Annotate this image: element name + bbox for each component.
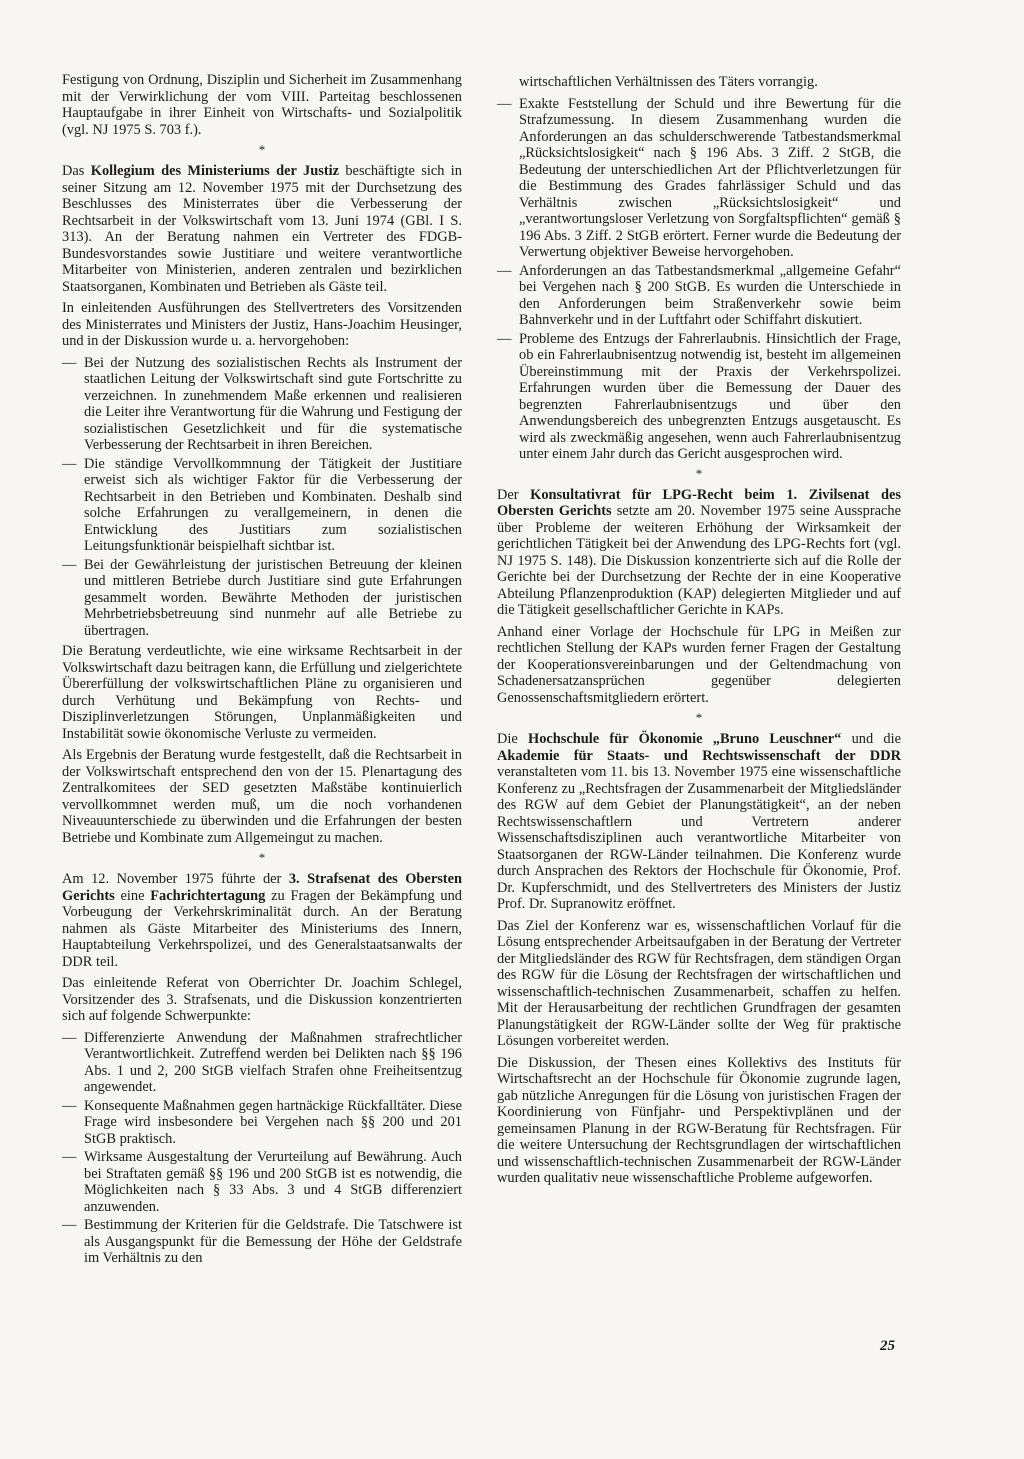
bold-heading: Kollegium des Ministeriums der Justiz <box>90 163 339 179</box>
list-item: — Konsequente Maßnahmen gegen hartnäckige Rückfalltäter. Diese Frage wird insbesondere bei Vergehen nach §§ 200 und 201 StGB praktisch. <box>62 1098 462 1148</box>
text: eine <box>114 887 151 904</box>
list-item: — Bei der Gewährleistung der juristischen Betreuung der kleinen und mittleren Betriebe durch Justitiare sind gute Erfahrungen gesammelt worden. Bewährte Methoden der juristischen Mehrbetriebsbetreuung sind nunmehr auf alle Betriebe zu übertragen. <box>62 557 462 640</box>
bold-heading: Fachrichtertagung <box>150 887 266 904</box>
left-column <box>62 72 462 1269</box>
paragraph: Festigung von Ordnung, Disziplin und Sicherheit im Zusammenhang mit der Verwirklichung der vom VIII. Parteitag beschlossenen Hauptaufgabe in ihrer Einheit von Wirtschafts- und Sozialpolitik (vgl. NJ 1975 S. 703 f.). <box>62 72 462 138</box>
list-item: — Die ständige Vervollkommnung der Tätigkeit der Justitiare erweist sich als wichtiger Faktor für die Verbesserung der Rechtsarbeit in den Betrieben und Kombinaten. Deshalb sind solche Erfahrungen zu verallgemeinern, in denen die Entwicklung des Justitiars zum sozialistischen Leitungsfunktionär beispielhaft sichtbar ist. <box>62 456 462 555</box>
paragraph-kollegium <box>62 163 462 295</box>
paragraph: In einleitenden Ausführungen des Stellvertreters des Vorsitzenden des Ministerrates und Ministers der Justiz, Hans-Joachim Heusinger, und in der Diskussion wurde u. a. hervorgehoben: <box>62 300 462 349</box>
list-item: — Wirksame Ausgestaltung der Verurteilung auf Bewährung. Auch bei Straftaten gemäß §§ 196 und 200 StGB ist es notwendig, die Möglichkeiten nach § 33 Abs. 3 und 4 StGB differenziert anzuwenden. <box>62 1149 462 1215</box>
list-item: — Differenzierte Anwendung der Maßnahmen strafrechtlicher Verantwortlichkeit. Zutreffend werden bei Delikten nach §§ 196 Abs. 1 und 2, 200 StGB vielfach Strafen ohne Freiheitsentzug angewendet. <box>62 1030 462 1096</box>
paragraph-strafsenat <box>62 871 462 970</box>
section-separator: * <box>258 142 266 157</box>
list-item: — Bestimmung der Kriterien für die Geldstrafe. Die Tatschwere ist als Ausgangspunkt für die Bemessung der Höhe der Geldstrafe im Verhältnis zu den <box>62 1217 462 1267</box>
paragraph: Das einleitende Referat von Oberrichter Dr. Joachim Schlegel, Vorsitzender des 3. Strafsenats, und die Diskussion konzentrierten sich auf folgende Schwerpunkte: <box>62 975 462 1024</box>
right-column <box>497 74 901 1192</box>
text: und die <box>841 731 901 747</box>
paragraph: Das Ziel der Konferenz war es, wissenschaftlichen Vorlauf für die Lösung entsprechender Arbeitsaufgaben in der Beratung der Vertreter der Mitgliedsländer des RGW für Rechtsfragen, dem ständigen Organ des RGW für die Lösung der Rechtsfragen der wirtschaftlichen und wissenschaftlich-technischen Zusammenarbeit, schaffen zu helfen. Mit der Herausarbeitung der rechtlichen Grundfragen der gesamten Planungstätigkeit der RGW-Länder sollte der Weg für praktische Lösungen vorbereitet werden. <box>497 917 901 1049</box>
bold-heading: Konsultativrat für LPG-Recht beim 1. Zivilsenat des Obersten Gerichts <box>497 486 902 519</box>
text: Der <box>497 486 531 503</box>
paragraph: Anhand einer Vorlage der Hochschule für LPG in Meißen zur rechtlichen Stellung der KAPs wurden ferner Fragen der Gestaltung der Kooperationsvereinbarungen und der Geltendmachung von Schadenersatzansprüchen gegenüber delegierten Genossenschaftsmitgliedern erörtert. <box>497 623 901 706</box>
bold-heading: Akademie für Staats- und Rechtswissenschaft der DDR <box>497 747 901 764</box>
page-number: 25 <box>880 1338 895 1354</box>
paragraph-konsultativrat <box>497 487 901 619</box>
paragraph: Die Diskussion, der Thesen eines Kollektivs des Instituts für Wirtschaftsrecht an der Hochschule für Ökonomie zugrunde lagen, gab nützliche Anregungen für die Lösung von juristischen Fragen der Koordinierung von Fünfjahr- und Perspektivplänen und der gemeinsamen Planung in der RGW-Beratung für Rechtsfragen. Für die weitere Untersuchung der Rechtsgrundlagen der wirtschaftlichen und wissenschaftlich-technischen Zusammenarbeit der RGW-Länder wurden qualitativ neue wissenschaftliche Probleme aufgeworfen. <box>497 1054 901 1186</box>
list-item: — Exakte Feststellung der Schuld und ihre Bewertung für die Strafzumessung. In diesem Zusammenhang wurden die Anforderungen an das schulderschwerende Tatbestandsmerkmal „Rücksichtslosigkeit“ nach § 196 Abs. 3 Ziff. 2 StGB, die Bedeutung der unterschiedlichen Art der Pflichtverletzungen für die Bestimmung des Grades fahrlässiger Schuld und das Verhältnis zwischen „Rücksichtslosigkeit“ und „verantwortungsloser Verletzung von Sorgfaltspflichten“ gemäß § 196 Abs. 3 Ziff. 2 StGB erörtert. Ferner wurde die Bedeutung der Verwertung objektiver Beweise hervorgehoben. <box>497 96 901 261</box>
list-item: — Anforderungen an das Tatbestandsmerkmal „allgemeine Gefahr“ bei Vergehen nach § 200 StGB. Es wurden die Unterschiede in den Anforderungen beim Straßenverkehr sowie beim Bahnverkehr und in der Luftfahrt oder Schiffahrt diskutiert. <box>497 263 901 329</box>
text: veranstalteten vom 11. bis 13. November 1975 eine wissenschaftliche Konferenz zu „Rechtsfragen der Zusammenarbeit der Mitgliedsländer des RGW auf dem Gebiet der Planungstätigkeit“, an der neben Rechtswissenschaftlern und Vertretern anderer Wissenschaftsdisziplinen auch verantwortliche Mitarbeiter von Staatsorganen der RGW-Länder teilnahmen. Die Konferenz wurde durch Ansprachen des Rektors der Hochschule für Ökonomie, Prof. Dr. Kupferschmidt, und des Stellvertreters des Ministers der Justiz Prof. Dr. Supranowitz eröffnet. <box>497 764 901 912</box>
section-separator: * <box>258 850 266 865</box>
list-item: — Bei der Nutzung des sozialistischen Rechts als Instrument der staatlichen Leitung der Volkswirtschaft sind gute Fortschritte zu verzeichnen. In zunehmendem Maße erkennen und realisieren die Leiter ihre Verantwortung für die Wahrung und Festigung der sozialistischen Gesetzlichkeit und für die systematische Verbesserung der Rechtsarbeit in ihren Bereichen. <box>62 355 462 454</box>
paragraph: Als Ergebnis der Beratung wurde festgestellt, daß die Rechtsarbeit in der Volkswirtschaft entsprechend den von der 15. Plenartagung des Zentralkomitees der SED gesetzten Maßstäbe kontinuierlich vervollkommnet werden muß, um die noch vorhandenen Niveauunterschiede zu überwinden und die Erfahrungen der besten Betriebe und Kombinate zum Allgemeingut zu machen. <box>62 747 462 846</box>
text: beschäftigte sich in seiner Sitzung am 12. November 1975 mit der Durchsetzung des Beschlusses des Ministerrates über die Verbesserung der Rechtsarbeit in der Volkswirtschaft vom 13. Juni 1974 (GBl. I S. 313). An der Beratung nahmen ein Vertreter des FDGB-Bundesvorstandes sowie Justitiare und weitere verantwortliche Mitarbeiter von Ministerien, anderen zentralen und bezirklichen Staatsorganen, Kombinaten und Betrieben als Gäste teil. <box>62 163 462 295</box>
bold-heading: Hochschule für Ökonomie „Bruno Leuschner“ <box>528 731 842 747</box>
list-item-continuation: wirtschaftlichen Verhältnissen des Täters vorrangig. <box>519 74 818 90</box>
paragraph: Die Beratung verdeutlichte, wie eine wirksame Rechtsarbeit in der Volkswirtschaft dazu beitragen kann, die Erfüllung und zielgerichtete Übererfüllung der volkswirtschaftlichen Pläne zu organisieren und durch Verhütung und Bekämpfung von Rechts- und Disziplinverletzungen Störungen, Unplanmäßigkeiten und Instabilität sowie ökonomische Verluste zu vermeiden. <box>62 643 462 742</box>
paragraph-hochschule <box>497 731 901 913</box>
section-separator: * <box>695 710 703 725</box>
text: Am 12. November 1975 führte der <box>62 871 289 887</box>
text: Das <box>62 163 91 179</box>
text: zu Fragen der Bekämpfung und Vorbeugung der Verkehrskriminalität durch. An der Beratung nahmen als Gäste Mitarbeiter des Ministeriums des Innern, Hauptabteilung Verkehrspolizei, und des Generalstaatsanwalts der DDR teil. <box>62 887 463 970</box>
bold-heading: 3. Strafsenat des Obersten Gerichts <box>62 871 462 904</box>
text: setzte am 20. November 1975 seine Aussprache über Probleme der weiteren Erhöhung der Wirksamkeit der gerichtlichen Tätigkeit bei der Anwendung des LPG-Rechts fort (vgl. NJ 1975 S. 148). Die Diskussion konzentrierte sich auf die Rolle der Gerichte bei der Durchsetzung der Rechte der in eine Kooperative Abteilung Pflanzenproduktion (KAP) delegierten Mitglieder und auf die Tätigkeit gesellschaftlicher Gerichte in KAPs. <box>497 503 902 618</box>
text: Die <box>497 731 529 747</box>
section-separator: * <box>695 465 703 481</box>
list-item: — Probleme des Entzugs der Fahrerlaubnis. Hinsichtlich der Frage, ob ein Fahrerlaubnisentzug notwendig ist, besteht im allgemeinen Übereinstimmung mit der Praxis der Verkehrspolizei. Erfahrungen wurden über die Bemessung der Dauer des begrenzten Fahrerlaubnisentzugs und über den Anwendungsbereich des unbegrenzten Entzugs ausgetauscht. Es wird als zweckmäßig angesehen, wenn auch Fahrerlaubnisentzug unter einem Jahr durch das Gericht ausgesprochen wird. <box>497 331 901 463</box>
